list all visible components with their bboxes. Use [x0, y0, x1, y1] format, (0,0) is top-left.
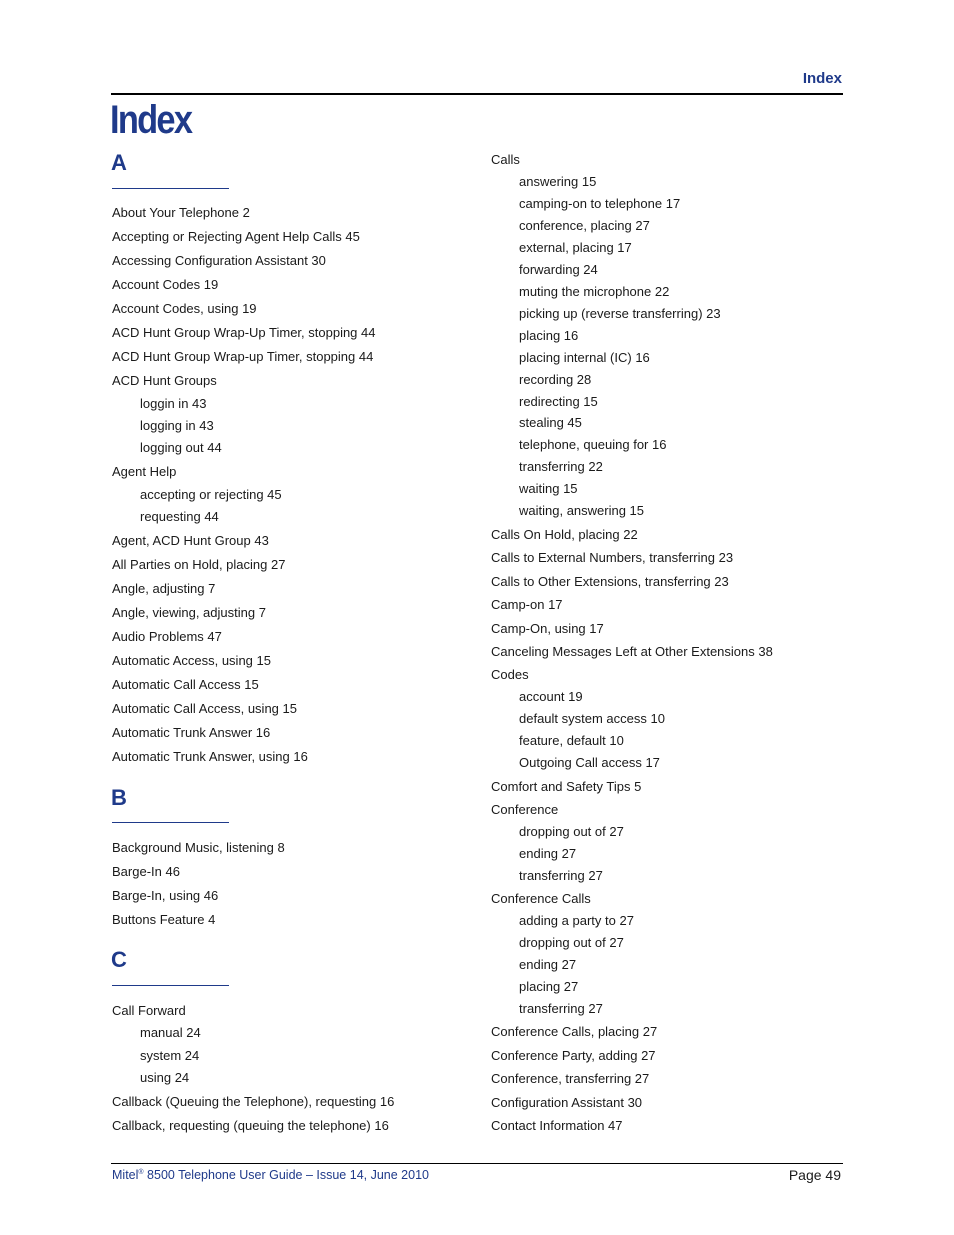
index-entry: Barge-In 46: [112, 864, 180, 879]
section-letter-b: B: [111, 785, 127, 810]
index-subentry: requesting 44: [140, 509, 219, 524]
index-entry: All Parties on Hold, placing 27: [112, 557, 286, 572]
section-letter-c: C: [111, 947, 127, 972]
index-entry: Audio Problems 47: [112, 629, 222, 644]
index-subentry: accepting or rejecting 45: [140, 487, 282, 502]
section-letter-a: A: [111, 150, 127, 175]
index-entry: Camp-on 17: [491, 597, 563, 612]
page-number: Page 49: [788, 1167, 841, 1183]
index-entry: Agent Help: [112, 464, 177, 479]
index-entry: ACD Hunt Group Wrap-Up Timer, stopping 44: [112, 325, 376, 340]
index-entry: ACD Hunt Group Wrap-up Timer, stopping 44: [112, 349, 374, 364]
index-entry: Accepting or Rejecting Agent Help Calls 45: [112, 229, 360, 244]
index-subentry: recording 28: [519, 372, 592, 387]
index-entry: Conference Calls, placing 27: [491, 1024, 658, 1039]
index-subentry: stealing 45: [519, 415, 582, 430]
index-subentry: default system access 10: [519, 711, 665, 726]
registered-mark: ®: [138, 1169, 144, 1176]
index-entry: Camp-On, using 17: [491, 621, 604, 636]
index-entry: Callback (Queuing the Telephone), requesting 16: [112, 1094, 395, 1109]
index-entry: Calls to External Numbers, transferring 23: [491, 550, 734, 565]
index-entry: Buttons Feature 4: [112, 912, 216, 927]
index-entry: Calls: [491, 152, 520, 167]
footer-guide-text: 8500 Telephone User Guide – Issue 14, June 2010: [143, 1168, 429, 1182]
index-subentry: adding a party to 27: [519, 913, 634, 928]
page-title: Index: [110, 98, 192, 142]
index-subentry: redirecting 15: [519, 394, 598, 409]
index-subentry: Outgoing Call access 17: [519, 755, 660, 770]
index-entry: Angle, viewing, adjusting 7: [112, 605, 266, 620]
section-rule-b: [112, 822, 229, 823]
index-subentry: placing internal (IC) 16: [519, 350, 650, 365]
index-entry: Conference Calls: [491, 891, 591, 906]
index-entry: Calls to Other Extensions, transferring 23: [491, 574, 729, 589]
section-rule-a: [112, 188, 229, 189]
header-rule: [111, 93, 843, 95]
index-entry: Automatic Trunk Answer, using 16: [112, 749, 308, 764]
index-subentry: forwarding 24: [519, 262, 598, 277]
index-entry: Contact Information 47: [491, 1118, 623, 1133]
footer-brand: Mitel: [112, 1168, 139, 1182]
index-entry: Codes: [491, 667, 529, 682]
index-entry: Calls On Hold, placing 22: [491, 527, 638, 542]
index-entry: Canceling Messages Left at Other Extensions 38: [491, 644, 773, 659]
index-subentry: logging out 44: [140, 440, 222, 455]
index-entry: Comfort and Safety Tips 5: [491, 779, 642, 794]
index-entry: Angle, adjusting 7: [112, 581, 216, 596]
footer-rule: [111, 1163, 843, 1164]
index-entry: Barge-In, using 46: [112, 888, 219, 903]
index-subentry: external, placing 17: [519, 240, 632, 255]
index-subentry: transferring 27: [519, 868, 603, 883]
index-subentry: placing 27: [519, 979, 579, 994]
index-entry: Automatic Call Access, using 15: [112, 701, 297, 716]
index-subentry: conference, placing 27: [519, 218, 650, 233]
index-entry: Configuration Assistant 30: [491, 1095, 643, 1110]
index-subentry: feature, default 10: [519, 733, 624, 748]
index-subentry: camping-on to telephone 17: [519, 196, 681, 211]
index-subentry: picking up (reverse transferring) 23: [519, 306, 721, 321]
index-entry: Agent, ACD Hunt Group 43: [112, 533, 269, 548]
index-subentry: waiting 15: [519, 481, 578, 496]
index-subentry: manual 24: [140, 1025, 201, 1040]
index-entry: Automatic Call Access 15: [112, 677, 259, 692]
index-entry: Callback, requesting (queuing the telephone) 16: [112, 1118, 389, 1133]
index-subentry: ending 27: [519, 957, 577, 972]
index-entry: Account Codes, using 19: [112, 301, 257, 316]
index-subentry: placing 16: [519, 328, 579, 343]
index-subentry: account 19: [519, 689, 583, 704]
index-subentry: loggin in 43: [140, 396, 207, 411]
index-subentry: muting the microphone 22: [519, 284, 670, 299]
index-entry: Background Music, listening 8: [112, 840, 285, 855]
index-subentry: dropping out of 27: [519, 935, 624, 950]
section-rule-c: [112, 985, 229, 986]
running-header-title: Index: [802, 70, 842, 87]
index-subentry: answering 15: [519, 174, 597, 189]
index-entry: Account Codes 19: [112, 277, 219, 292]
footer-guide-title: [112, 1168, 429, 1182]
index-subentry: telephone, queuing for 16: [519, 437, 667, 452]
index-subentry: transferring 22: [519, 459, 603, 474]
index-subentry: system 24: [140, 1048, 200, 1063]
index-entry: ACD Hunt Groups: [112, 373, 217, 388]
index-entry: Conference Party, adding 27: [491, 1048, 656, 1063]
index-entry: About Your Telephone 2: [112, 205, 250, 220]
index-entry: Call Forward: [112, 1003, 186, 1018]
index-entry: Conference: [491, 802, 559, 817]
index-entry: Accessing Configuration Assistant 30: [112, 253, 326, 268]
index-entry: Automatic Access, using 15: [112, 653, 271, 668]
index-subentry: ending 27: [519, 846, 577, 861]
index-entry: Conference, transferring 27: [491, 1071, 650, 1086]
index-subentry: waiting, answering 15: [519, 503, 645, 518]
index-subentry: transferring 27: [519, 1001, 603, 1016]
index-entry: Automatic Trunk Answer 16: [112, 725, 271, 740]
index-subentry: dropping out of 27: [519, 824, 624, 839]
index-subentry: logging in 43: [140, 418, 214, 433]
index-subentry: using 24: [140, 1070, 190, 1085]
